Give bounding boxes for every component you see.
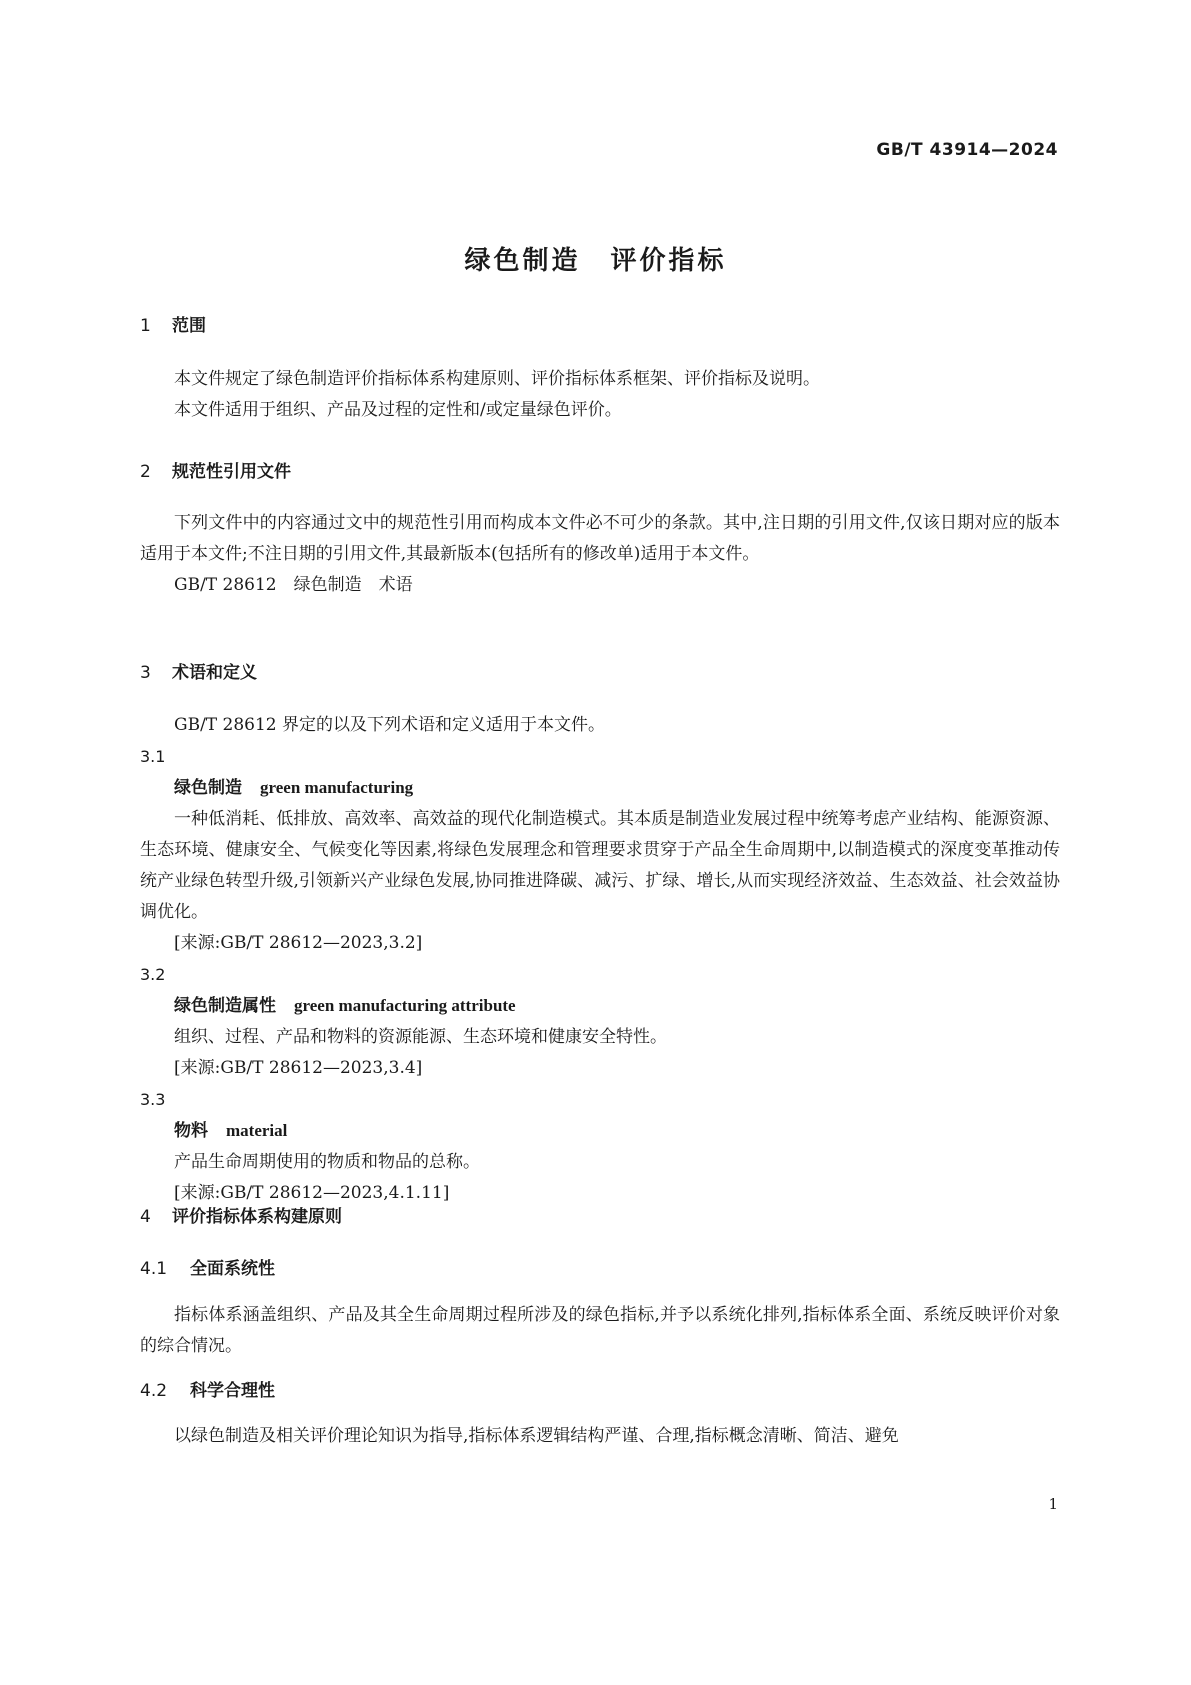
section-number: 1 <box>140 316 151 336</box>
section-title: 范围 <box>172 316 206 336</box>
term-source: [来源:GB/T 28612—2023,3.4] <box>174 1058 423 1078</box>
subsection-title: 科学合理性 <box>190 1381 275 1401</box>
principle-paragraph: 以绿色制造及相关评价理论知识为指导,指标体系逻辑结构严谨、合理,指标概念清晰、简洁、避免 <box>174 1426 899 1446</box>
term-source: [来源:GB/T 28612—2023,3.2] <box>174 933 423 953</box>
subsection-4-1-heading <box>140 1254 1060 1279</box>
section-title: 评价指标体系构建原则 <box>172 1207 342 1227</box>
document-title <box>0 240 1191 277</box>
term-name <box>140 772 1060 804</box>
normative-reference: GB/T 28612 绿色制造 术语 <box>174 575 413 595</box>
section-number: 3 <box>140 663 151 683</box>
term-en: green manufacturing attribute <box>294 996 516 1015</box>
page-number: 1 <box>1048 1495 1058 1513</box>
subsection-4-2-heading <box>140 1376 1060 1401</box>
title-part-2: 评价指标 <box>610 246 727 276</box>
section-1-body <box>140 364 1060 426</box>
scope-paragraph-1: 本文件规定了绿色制造评价指标体系构建原则、评价指标体系框架、评价指标及说明。 <box>174 369 820 389</box>
term-number: 3.2 <box>140 965 166 984</box>
section-3-body <box>140 710 1060 1209</box>
section-2-heading <box>140 457 1060 482</box>
section-1-heading <box>140 311 1060 336</box>
section-3-heading <box>140 658 1060 683</box>
term-definition: 组织、过程、产品和物料的资源能源、生态环境和健康安全特性。 <box>174 1027 667 1047</box>
title-part-1: 绿色制造 <box>464 246 581 276</box>
subsection-title: 全面系统性 <box>190 1259 275 1279</box>
section-4-heading <box>140 1202 1060 1227</box>
term-zh: 绿色制造属性 <box>174 996 276 1016</box>
term-zh: 物料 <box>174 1121 208 1141</box>
subsection-4-1-body <box>140 1300 1060 1362</box>
term-en: green manufacturing <box>260 778 414 797</box>
section-title: 规范性引用文件 <box>172 462 291 482</box>
term-source: [来源:GB/T 28612—2023,4.1.11] <box>174 1183 450 1203</box>
term-definition: 产品生命周期使用的物质和物品的总称。 <box>174 1152 480 1172</box>
subsection-number: 4.1 <box>140 1259 168 1279</box>
principle-paragraph: 指标体系涵盖组织、产品及其全生命周期过程所涉及的绿色指标,并予以系统化排列,指标体系全面、系统反映评价对象的综合情况。 <box>140 1305 1060 1356</box>
term-en: material <box>226 1121 288 1140</box>
subsection-4-2-body <box>140 1421 1060 1452</box>
terms-intro: GB/T 28612 界定的以及下列术语和定义适用于本文件。 <box>174 715 606 735</box>
term-zh: 绿色制造 <box>174 778 242 798</box>
section-title: 术语和定义 <box>172 663 257 683</box>
section-2-body <box>140 508 1060 601</box>
term-number: 3.1 <box>140 747 166 766</box>
section-number: 4 <box>140 1207 151 1227</box>
term-name <box>140 990 1060 1022</box>
scope-paragraph-2: 本文件适用于组织、产品及过程的定性和/或定量绿色评价。 <box>174 400 622 420</box>
section-number: 2 <box>140 462 151 482</box>
subsection-number: 4.2 <box>140 1381 168 1401</box>
normative-paragraph: 下列文件中的内容通过文中的规范性引用而构成本文件必不可少的条款。其中,注日期的引用文件,仅该日期对应的版本适用于本文件;不注日期的引用文件,其最新版本(包括所有的修改单)适用于本文件。 <box>140 513 1060 564</box>
document-number: GB/T 43914—2024 <box>876 140 1058 160</box>
term-name <box>140 1115 1060 1147</box>
term-definition: 一种低消耗、低排放、高效率、高效益的现代化制造模式。其本质是制造业发展过程中统筹考虑产业结构、能源资源、生态环境、健康安全、气候变化等因素,将绿色发展理念和管理要求贯穿于产品全生命周期中,以制造模式的深度变革推动传统产业绿色转型升级,引领新兴产业绿色发展,协同推进降碳、减污、扩绿、增长,从而实现经济效益、生态效益、社会效益协调优化。 <box>140 809 1060 922</box>
term-number: 3.3 <box>140 1090 166 1109</box>
